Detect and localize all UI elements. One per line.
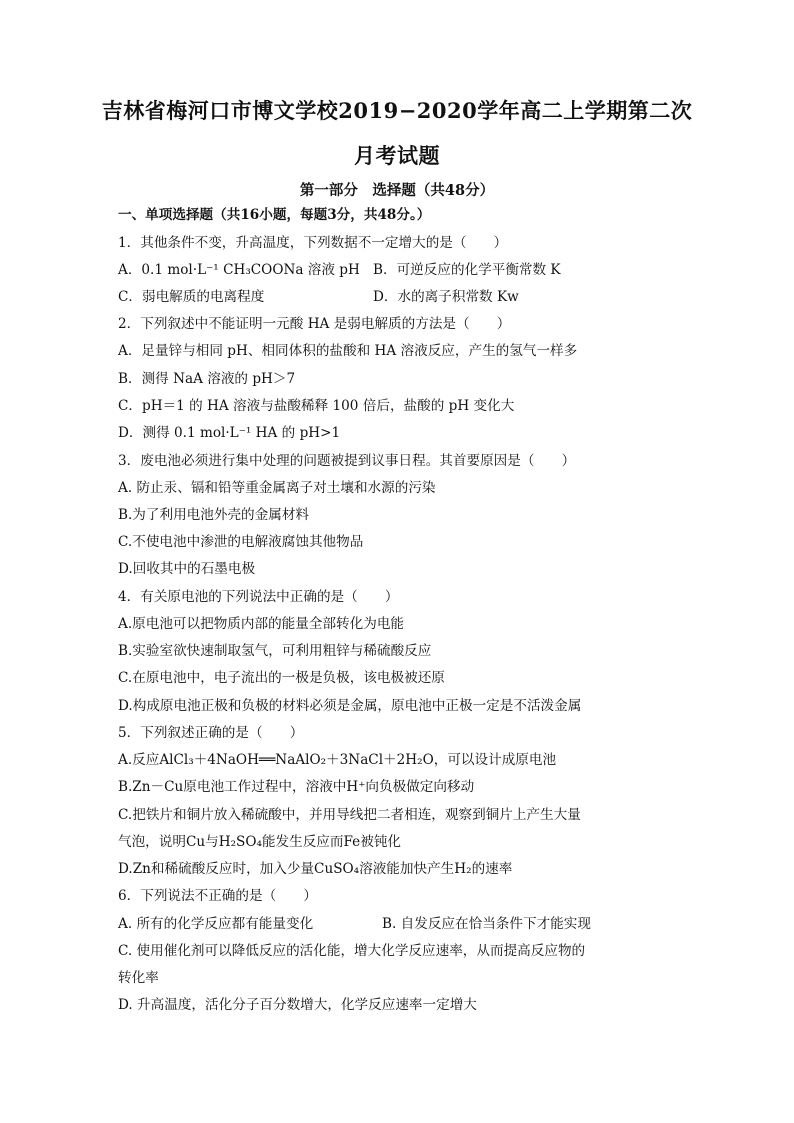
question-1-option-a: A．0.1 mol·L⁻¹ CH₃COONa 溶液 pH: [118, 262, 360, 278]
document-title-line1: 吉林省梅河口市博文学校2019−2020学年高二上学期第二次: [101, 98, 693, 123]
question-5-stem: 5．下列叙述正确的是（ ）: [118, 725, 304, 741]
question-3-option-c: C.不使电池中渗泄的电解液腐蚀其他物品: [118, 534, 364, 550]
question-6-option-c: C. 使用催化剂可以降低反应的活化能，增大化学反应速率，从而提高反应物的: [118, 943, 586, 959]
question-4-stem: 4．有关原电池的下列说法中正确的是（ ）: [118, 589, 399, 605]
question-5-option-b: B.Zn－Cu原电池工作过程中，溶液中H⁺向负极做定向移动: [118, 779, 475, 795]
question-3-stem: 3．废电池必须进行集中处理的问题被提到议事日程。其首要原因是（ ）: [118, 453, 576, 469]
question-6-option-d: D. 升高温度，活化分子百分数增大，化学反应速率一定增大: [118, 997, 477, 1013]
question-2-option-d: D．测得 0.1 mol·L⁻¹ HA 的 pH>1: [118, 425, 341, 441]
question-5-option-d: D.Zn和稀硫酸反应时，加入少量CuSO₄溶液能加快产生H₂的速率: [118, 861, 513, 877]
question-1-option-b: B．可逆反应的化学平衡常数 K: [373, 262, 561, 278]
question-2-option-c: C．pH＝1 的 HA 溶液与盐酸稀释 100 倍后，盐酸的 pH 变化大: [118, 398, 515, 414]
question-4-option-d: D.构成原电池正极和负极的材料必须是金属，原电池中正极一定是不活泼金属: [118, 698, 582, 714]
question-4-option-a: A.原电池可以把物质内部的能量全部转化为电能: [118, 616, 405, 632]
question-6-option-c-continued: 转化率: [118, 970, 159, 986]
question-4-option-b: B.实验室欲快速制取氢气，可利用粗锌与稀硫酸反应: [118, 643, 432, 659]
question-2-option-a: A．足量锌与相同 pH、相同体积的盐酸和 HA 溶液反应，产生的氢气一样多: [118, 343, 578, 359]
part-heading: 第一部分 选择题（共48分）: [299, 182, 495, 199]
question-6-option-a: A. 所有的化学反应都有能量变化: [118, 916, 314, 932]
question-6-stem: 6．下列说法不正确的是（ ）: [118, 888, 317, 904]
question-3-option-a: A. 防止汞、镉和铅等重金属离子对土壤和水源的污染: [118, 480, 436, 496]
question-3-option-b: B.为了利用电池外壳的金属材料: [118, 507, 310, 523]
question-1-stem: 1．其他条件不变，升高温度，下列数据不一定增大的是（ ）: [118, 235, 508, 251]
question-5-option-c: C.把铁片和铜片放入稀硫酸中，并用导线把二者相连，观察到铜片上产生大量: [118, 807, 581, 823]
question-1-option-d: D．水的离子积常数 Kw: [373, 289, 519, 305]
question-1-option-c: C．弱电解质的电离程度: [118, 289, 265, 305]
question-3-option-d: D.回收其中的石墨电极: [118, 561, 256, 577]
question-2-option-b: B．测得 NaA 溶液的 pH＞7: [118, 371, 296, 387]
question-5-option-c-continued: 气泡，说明Cu与H₂SO₄能发生反应而Fe被钝化: [118, 834, 402, 850]
question-6-option-b: B. 自发反应在恰当条件下才能实现: [382, 916, 591, 932]
question-2-stem: 2．下列叙述中不能证明一元酸 HA 是弱电解质的方法是（ ）: [118, 316, 511, 332]
document-title-line2: 月考试题: [354, 143, 440, 168]
section-heading: 一、单项选择题（共16小题，每题3分，共48分。）: [118, 207, 431, 223]
question-5-option-a: A.反应AlCl₃＋4NaOH══NaAlO₂＋3NaCl＋2H₂O，可以设计成原电池: [118, 752, 557, 768]
question-4-option-c: C.在原电池中，电子流出的一极是负极，该电极被还原: [118, 670, 445, 686]
